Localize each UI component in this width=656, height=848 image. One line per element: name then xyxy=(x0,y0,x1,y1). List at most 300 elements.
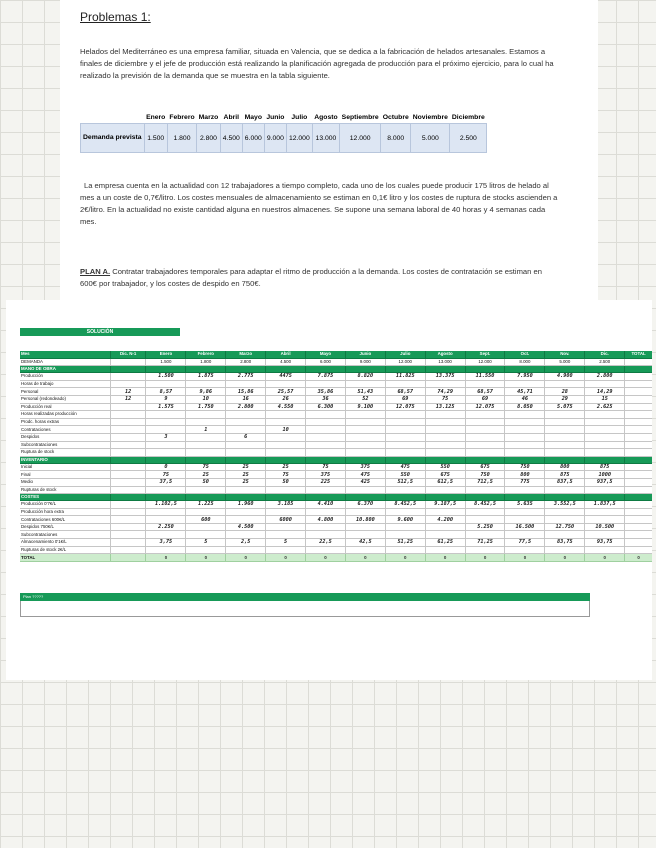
grid-cell xyxy=(146,441,186,449)
grid-row xyxy=(20,539,652,547)
grid-cell: 75 xyxy=(425,395,465,403)
demand-value-cell: 5.000 xyxy=(411,124,450,153)
grid-header-cell: Dic. xyxy=(585,351,625,358)
grid-cell xyxy=(545,418,585,426)
grid-cell xyxy=(226,456,266,463)
grid-cell xyxy=(266,523,306,531)
grid-cell xyxy=(110,478,146,486)
grid-cell xyxy=(625,373,652,381)
grid-cell xyxy=(465,508,505,516)
demand-month-header: Agosto xyxy=(312,112,339,124)
grid-cell xyxy=(266,486,306,494)
grid-cell xyxy=(226,366,266,373)
grid-cell xyxy=(625,516,652,524)
grid-cell xyxy=(465,366,505,373)
grid-cell: 4.550 xyxy=(266,403,306,411)
grid-cell: 51,25 xyxy=(385,539,425,547)
grid-cell xyxy=(186,508,226,516)
grid-cell xyxy=(625,501,652,509)
grid-cell xyxy=(345,426,385,434)
grid-cell: 2.775 xyxy=(226,373,266,381)
grid-cell: 800 xyxy=(545,463,585,471)
grid-cell: 1.500 xyxy=(146,358,186,366)
demand-month-header: Septiembre xyxy=(340,112,381,124)
grid-cell: 750 xyxy=(465,471,505,479)
demand-month-header: Junio xyxy=(264,112,286,124)
grid-cell: 4.800 xyxy=(306,516,346,524)
grid-cell xyxy=(146,449,186,457)
grid-cell xyxy=(625,388,652,396)
grid-cell: 10 xyxy=(186,395,226,403)
grid-cell: 550 xyxy=(385,471,425,479)
grid-cell: 3 xyxy=(146,433,186,441)
grid-cell: 16.500 xyxy=(505,523,545,531)
grid-total-row xyxy=(20,554,652,562)
grid-cell xyxy=(625,508,652,516)
grid-cell: 8.452,5 xyxy=(385,501,425,509)
grid-cell xyxy=(385,426,425,434)
grid-row xyxy=(20,523,652,531)
grid-cell xyxy=(266,456,306,463)
grid-cell: 74,29 xyxy=(425,388,465,396)
grid-cell xyxy=(505,418,545,426)
grid-cell xyxy=(110,373,146,381)
grid-cell: 13.375 xyxy=(425,373,465,381)
grid-cell xyxy=(425,508,465,516)
grid-cell xyxy=(465,418,505,426)
grid-cell: 375 xyxy=(345,463,385,471)
grid-header-cell: Mayo xyxy=(306,351,346,358)
grid-cell xyxy=(110,523,146,531)
grid-cell xyxy=(425,486,465,494)
grid-header-cell: Junio xyxy=(345,351,385,358)
grid-cell xyxy=(545,433,585,441)
grid-cell xyxy=(146,380,186,388)
grid-cell xyxy=(306,411,346,419)
grid-cell xyxy=(110,554,146,562)
demand-value-cell: 2.800 xyxy=(197,124,221,153)
solution-banner: SOLUCIÓN xyxy=(20,328,180,336)
grid-cell xyxy=(545,486,585,494)
grid-row xyxy=(20,380,652,388)
grid-row xyxy=(20,478,652,486)
grid-cell: 837,5 xyxy=(545,478,585,486)
grid-cell xyxy=(545,494,585,501)
grid-cell xyxy=(505,433,545,441)
grid-cell: 4.200 xyxy=(425,516,465,524)
grid-row xyxy=(20,531,652,539)
grid-cell xyxy=(226,508,266,516)
grid-header-cell: Julio xyxy=(385,351,425,358)
grid-cell: 0 xyxy=(585,554,625,562)
grid-cell: 1000 xyxy=(585,471,625,479)
grid-header-cell: Agosto xyxy=(425,351,465,358)
grid-section-row xyxy=(20,366,652,373)
demand-value-cell: 1.800 xyxy=(167,124,196,153)
grid-cell xyxy=(385,433,425,441)
grid-cell xyxy=(465,494,505,501)
demand-month-header: Enero xyxy=(144,112,167,124)
grid-cell: 12 xyxy=(110,388,146,396)
grid-cell: 25 xyxy=(226,471,266,479)
grid-row-label: TOTAL xyxy=(20,554,110,562)
grid-cell: 712,5 xyxy=(465,478,505,486)
grid-cell xyxy=(625,403,652,411)
grid-cell xyxy=(226,486,266,494)
grid-row xyxy=(20,463,652,471)
grid-cell xyxy=(306,433,346,441)
grid-cell: 550 xyxy=(425,463,465,471)
grid-cell xyxy=(110,449,146,457)
grid-cell: 29 xyxy=(545,395,585,403)
grid-cell xyxy=(585,494,625,501)
grid-cell xyxy=(505,546,545,554)
grid-cell xyxy=(625,366,652,373)
grid-cell: 9.000 xyxy=(345,358,385,366)
grid-cell xyxy=(110,471,146,479)
grid-row-label: Final xyxy=(20,471,110,479)
grid-cell xyxy=(110,366,146,373)
grid-cell xyxy=(110,516,146,524)
grid-cell xyxy=(345,456,385,463)
demand-month-header: Febrero xyxy=(167,112,196,124)
grid-row-label: Rupturas de stock 2€/L xyxy=(20,546,110,554)
grid-cell: 5 xyxy=(186,539,226,547)
grid-row-label: Ruptura de stock xyxy=(20,449,110,457)
grid-cell xyxy=(345,441,385,449)
grid-cell xyxy=(146,411,186,419)
grid-cell xyxy=(505,380,545,388)
grid-cell xyxy=(385,531,425,539)
grid-cell xyxy=(465,411,505,419)
grid-cell: 50 xyxy=(266,478,306,486)
grid-cell xyxy=(306,418,346,426)
grid-cell: 9.600 xyxy=(385,516,425,524)
grid-header-cell: Febrero xyxy=(186,351,226,358)
grid-cell: 10.500 xyxy=(585,523,625,531)
grid-cell: 1.960 xyxy=(226,501,266,509)
grid-cell xyxy=(625,486,652,494)
grid-cell xyxy=(266,546,306,554)
intro-paragraph: Helados del Mediterráneo es una empresa familiar, situada en Valencia, que se dedica a la fabricación de helados artesanales. Estamos a finales de diciembre y el jefe de producción está realizando la planificación agregada de producción para el próximo ejercicio, para lo cual ha realizado la previsión de la demanda que se muestra en la tabla siguiente. xyxy=(80,47,554,80)
grid-cell: 0 xyxy=(625,554,652,562)
grid-cell: 800 xyxy=(505,471,545,479)
grid-cell xyxy=(545,449,585,457)
grid-cell xyxy=(465,516,505,524)
grid-cell: 750 xyxy=(505,463,545,471)
grid-row-label: Almacenamiento 0'1€/L xyxy=(20,539,110,547)
grid-row-label: Medio xyxy=(20,478,110,486)
grid-cell: 12.000 xyxy=(465,358,505,366)
plan-a-label: PLAN A. xyxy=(80,267,111,276)
grid-cell xyxy=(505,426,545,434)
grid-row xyxy=(20,418,652,426)
grid-cell xyxy=(110,403,146,411)
grid-cell: 12.075 xyxy=(385,403,425,411)
grid-cell: 9 xyxy=(146,395,186,403)
grid-cell: 937,5 xyxy=(585,478,625,486)
grid-section-row xyxy=(20,494,652,501)
grid-cell: 52 xyxy=(345,395,385,403)
grid-cell xyxy=(545,441,585,449)
grid-cell: 25 xyxy=(226,478,266,486)
grid-cell xyxy=(465,426,505,434)
grid-row-label: Prodc. horas extras xyxy=(20,418,110,426)
grid-cell: 68,57 xyxy=(465,388,505,396)
grid-cell xyxy=(585,546,625,554)
grid-cell: 4475 xyxy=(266,373,306,381)
grid-cell xyxy=(625,411,652,419)
grid-cell: 71,25 xyxy=(465,539,505,547)
grid-cell xyxy=(226,494,266,501)
grid-cell xyxy=(545,411,585,419)
grid-row xyxy=(20,501,652,509)
grid-cell: 93,75 xyxy=(585,539,625,547)
grid-cell xyxy=(505,366,545,373)
grid-cell xyxy=(425,441,465,449)
grid-row xyxy=(20,449,652,457)
grid-cell xyxy=(226,441,266,449)
grid-row xyxy=(20,433,652,441)
grid-row xyxy=(20,388,652,396)
grid-cell: 25 xyxy=(186,471,226,479)
grid-cell xyxy=(146,531,186,539)
grid-cell: 83,75 xyxy=(545,539,585,547)
grid-cell xyxy=(146,516,186,524)
grid-cell xyxy=(345,411,385,419)
grid-row xyxy=(20,486,652,494)
grid-cell xyxy=(385,380,425,388)
grid-cell xyxy=(306,426,346,434)
grid-cell: 75 xyxy=(186,463,226,471)
demand-month-header: Abril xyxy=(220,112,242,124)
grid-cell: 75 xyxy=(146,471,186,479)
grid-cell xyxy=(110,501,146,509)
demand-forecast-table xyxy=(80,112,487,153)
grid-cell: 36 xyxy=(306,395,346,403)
demand-value-cell: 12.000 xyxy=(340,124,381,153)
grid-cell xyxy=(345,380,385,388)
grid-cell xyxy=(425,494,465,501)
grid-cell: 0 xyxy=(226,554,266,562)
grid-cell xyxy=(465,486,505,494)
grid-cell: 0 xyxy=(425,554,465,562)
plan-a-paragraph xyxy=(80,266,560,290)
grid-cell: 5.250 xyxy=(465,523,505,531)
grid-cell xyxy=(465,531,505,539)
grid-cell: 42,5 xyxy=(345,539,385,547)
grid-row-label: Producción hora extra xyxy=(20,508,110,516)
grid-cell xyxy=(226,516,266,524)
grid-cell xyxy=(385,411,425,419)
plan-area xyxy=(20,601,590,617)
grid-cell: 15,86 xyxy=(226,388,266,396)
grid-cell xyxy=(186,523,226,531)
grid-cell: 46 xyxy=(505,395,545,403)
demand-month-header: Noviembre xyxy=(411,112,450,124)
grid-cell xyxy=(465,441,505,449)
grid-cell xyxy=(186,494,226,501)
grid-cell: 6 xyxy=(226,433,266,441)
grid-cell: 0 xyxy=(545,554,585,562)
grid-cell xyxy=(625,478,652,486)
grid-cell xyxy=(226,531,266,539)
grid-cell xyxy=(306,546,346,554)
grid-cell xyxy=(385,366,425,373)
grid-header-cell: Enero xyxy=(146,351,186,358)
grid-row-label: COSTES xyxy=(20,494,110,501)
grid-cell xyxy=(306,486,346,494)
grid-cell xyxy=(545,516,585,524)
demand-value-cell: 4.500 xyxy=(220,124,242,153)
demand-month-header: Marzo xyxy=(197,112,221,124)
grid-cell xyxy=(110,531,146,539)
grid-cell xyxy=(306,494,346,501)
grid-cell xyxy=(266,380,306,388)
grid-cell xyxy=(186,449,226,457)
grid-cell xyxy=(585,486,625,494)
grid-cell xyxy=(306,366,346,373)
grid-cell: 8.820 xyxy=(345,373,385,381)
grid-row-label: Horas realizadas producción xyxy=(20,411,110,419)
grid-cell xyxy=(505,508,545,516)
grid-cell xyxy=(186,433,226,441)
grid-cell: 8.000 xyxy=(505,358,545,366)
grid-cell: 28 xyxy=(545,388,585,396)
grid-cell: 13.125 xyxy=(425,403,465,411)
grid-cell: 0 xyxy=(266,554,306,562)
grid-cell: 0 xyxy=(385,554,425,562)
grid-cell: 6.370 xyxy=(345,501,385,509)
grid-cell xyxy=(226,380,266,388)
grid-cell: 22,5 xyxy=(306,539,346,547)
grid-cell xyxy=(345,494,385,501)
grid-cell xyxy=(625,546,652,554)
grid-cell: 875 xyxy=(545,471,585,479)
grid-cell xyxy=(625,449,652,457)
grid-row-label: Inicial xyxy=(20,463,110,471)
grid-cell xyxy=(110,486,146,494)
grid-cell: 6.000 xyxy=(306,358,346,366)
grid-cell: 775 xyxy=(505,478,545,486)
grid-cell xyxy=(110,380,146,388)
grid-row-label: Contrataciones xyxy=(20,426,110,434)
grid-row xyxy=(20,373,652,381)
grid-cell: 35,86 xyxy=(306,388,346,396)
grid-cell: 675 xyxy=(465,463,505,471)
grid-cell xyxy=(505,486,545,494)
grid-cell xyxy=(266,531,306,539)
problem-page xyxy=(60,0,598,300)
grid-cell xyxy=(266,366,306,373)
grid-cell xyxy=(226,449,266,457)
grid-cell xyxy=(345,449,385,457)
grid-cell xyxy=(385,546,425,554)
grid-cell: 375 xyxy=(306,471,346,479)
grid-cell xyxy=(385,523,425,531)
grid-cell xyxy=(110,418,146,426)
grid-row-label: MANO DE OBRA xyxy=(20,366,110,373)
grid-cell xyxy=(545,426,585,434)
plan-a-text: Contratar trabajadores temporales para adaptar el ritmo de producción a la demanda. Los costes de contratación se estiman en 600€ por trabajador, y los costes de despido en 750€. xyxy=(80,267,542,288)
spreadsheet-image xyxy=(6,300,652,680)
grid-cell: 425 xyxy=(345,478,385,486)
grid-cell xyxy=(146,508,186,516)
grid-cell xyxy=(186,380,226,388)
grid-header-cell: Dic. N-1 xyxy=(110,351,146,358)
grid-cell: 1.102,5 xyxy=(146,501,186,509)
grid-cell xyxy=(545,531,585,539)
grid-cell xyxy=(425,433,465,441)
demand-value-cell: 13.000 xyxy=(312,124,339,153)
grid-header-row xyxy=(20,351,652,358)
grid-cell xyxy=(385,508,425,516)
grid-cell: 16 xyxy=(226,395,266,403)
grid-header-cell: Marzo xyxy=(226,351,266,358)
grid-cell: 25 xyxy=(266,463,306,471)
grid-cell: 875 xyxy=(585,463,625,471)
grid-cell xyxy=(505,456,545,463)
grid-cell: 12.000 xyxy=(385,358,425,366)
grid-cell xyxy=(585,516,625,524)
grid-cell: 2.800 xyxy=(585,373,625,381)
planning-grid xyxy=(20,351,652,562)
grid-cell: 13.000 xyxy=(425,358,465,366)
grid-header-cell: Oct. xyxy=(505,351,545,358)
grid-cell: 69 xyxy=(465,395,505,403)
grid-row-label: Horas de trabajo xyxy=(20,380,110,388)
grid-cell xyxy=(425,380,465,388)
grid-cell xyxy=(625,426,652,434)
grid-cell xyxy=(385,441,425,449)
grid-cell: 77,5 xyxy=(505,539,545,547)
grid-cell: 25,57 xyxy=(266,388,306,396)
grid-cell xyxy=(585,449,625,457)
grid-cell xyxy=(146,418,186,426)
grid-row-label: INVENTARIO xyxy=(20,456,110,463)
grid-cell: 9.187,5 xyxy=(425,501,465,509)
grid-cell xyxy=(146,546,186,554)
grid-cell: 9,86 xyxy=(186,388,226,396)
grid-cell xyxy=(306,456,346,463)
grid-cell xyxy=(385,494,425,501)
grid-row xyxy=(20,441,652,449)
grid-cell: 8.050 xyxy=(505,403,545,411)
grid-cell: 68,57 xyxy=(385,388,425,396)
grid-cell xyxy=(585,418,625,426)
grid-header-cell: Mes xyxy=(20,351,110,358)
grid-cell xyxy=(146,366,186,373)
grid-cell xyxy=(110,494,146,501)
grid-cell xyxy=(186,418,226,426)
grid-row xyxy=(20,546,652,554)
grid-cell xyxy=(385,449,425,457)
grid-cell xyxy=(110,546,146,554)
grid-cell xyxy=(306,508,346,516)
demand-month-header: Julio xyxy=(286,112,312,124)
grid-cell xyxy=(585,433,625,441)
grid-cell: 3.185 xyxy=(266,501,306,509)
grid-header-cell: Abril xyxy=(266,351,306,358)
grid-cell xyxy=(625,531,652,539)
grid-cell xyxy=(425,546,465,554)
grid-cell xyxy=(146,426,186,434)
demand-row-label: Demanda prevista xyxy=(81,124,145,153)
grid-row-label: Despidos xyxy=(20,433,110,441)
grid-cell: 2,5 xyxy=(226,539,266,547)
grid-cell xyxy=(226,418,266,426)
grid-cell: 2.625 xyxy=(585,403,625,411)
